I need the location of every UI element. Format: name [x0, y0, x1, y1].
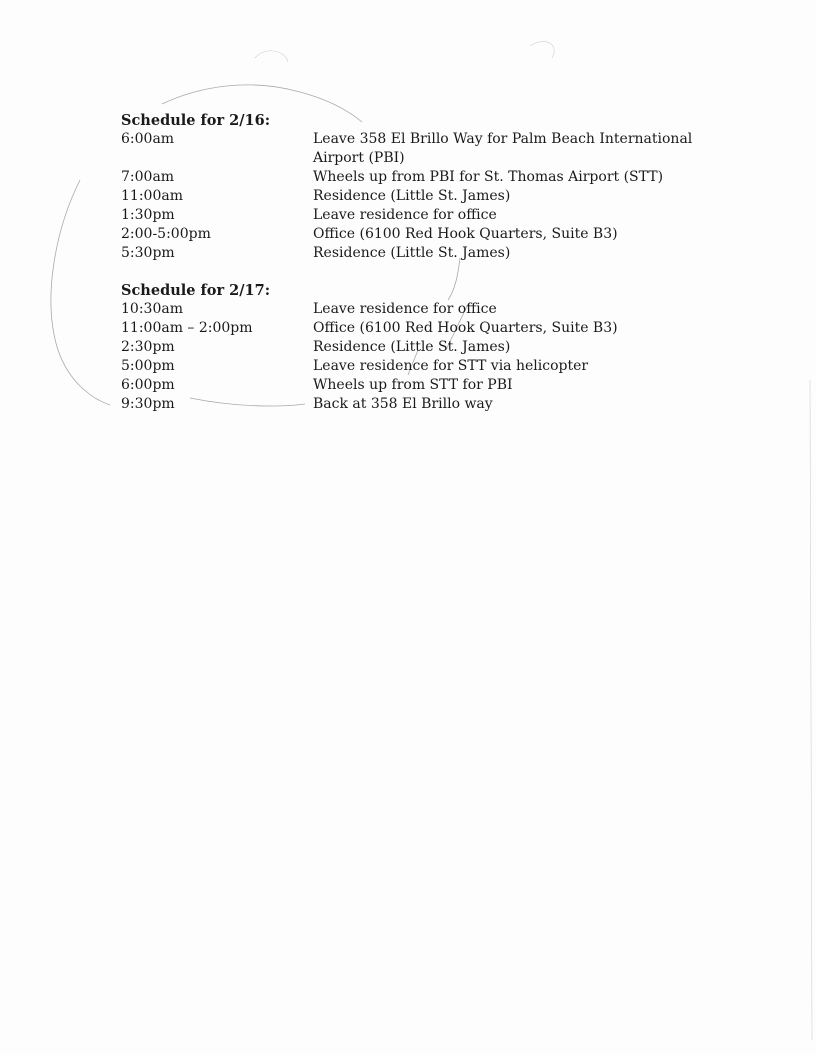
row-description: Wheels up from PBI for St. Thomas Airport (STT) — [313, 169, 664, 185]
row-description: Leave residence for STT via helicopter — [313, 358, 589, 374]
schedule-heading: Schedule for 2/17: — [121, 282, 271, 299]
row-time: 11:00am — [121, 188, 183, 204]
schedule-row — [121, 357, 721, 376]
row-time: 5:00pm — [121, 358, 175, 374]
schedule-row — [121, 319, 721, 338]
row-time: 2:00-5:00pm — [121, 226, 211, 242]
schedule-row — [121, 225, 721, 244]
schedule-row — [121, 376, 721, 395]
row-time: 5:30pm — [121, 245, 175, 261]
row-description: Residence (Little St. James) — [313, 339, 511, 355]
row-description: Office (6100 Red Hook Quarters, Suite B3) — [313, 226, 618, 242]
row-description: Leave 358 El Brillo Way for Palm Beach International Airport (PBI) — [313, 131, 693, 166]
row-description: Back at 358 El Brillo way — [313, 396, 493, 412]
row-description: Wheels up from STT for PBI — [313, 377, 513, 393]
faint-blot-2 — [530, 42, 554, 58]
schedule-heading: Schedule for 2/16: — [121, 112, 271, 129]
right-edge-line — [810, 380, 812, 1040]
schedule-row — [121, 206, 721, 225]
schedule-section-2-16 — [121, 111, 721, 263]
schedule-row — [121, 338, 721, 357]
row-time: 7:00am — [121, 169, 175, 185]
schedule-row — [121, 244, 721, 263]
schedule-row — [121, 168, 721, 187]
schedule-row — [121, 300, 721, 319]
circle-mark-left — [51, 180, 110, 405]
schedule-section-2-17 — [121, 281, 721, 414]
row-time: 6:00pm — [121, 377, 175, 393]
faint-blot-1 — [255, 51, 288, 62]
row-time: 6:00am — [121, 131, 175, 147]
schedule-row — [121, 395, 721, 414]
row-description: Leave residence for office — [313, 207, 497, 223]
schedule-row — [121, 130, 721, 168]
schedule-row — [121, 187, 721, 206]
row-time: 9:30pm — [121, 396, 175, 412]
row-time: 11:00am – 2:00pm — [121, 320, 253, 336]
row-time: 10:30am — [121, 301, 183, 317]
row-description: Leave residence for office — [313, 301, 497, 317]
row-description: Residence (Little St. James) — [313, 188, 511, 204]
row-description: Residence (Little St. James) — [313, 245, 511, 261]
row-time: 2:30pm — [121, 339, 175, 355]
row-description: Office (6100 Red Hook Quarters, Suite B3) — [313, 320, 618, 336]
row-time: 1:30pm — [121, 207, 175, 223]
